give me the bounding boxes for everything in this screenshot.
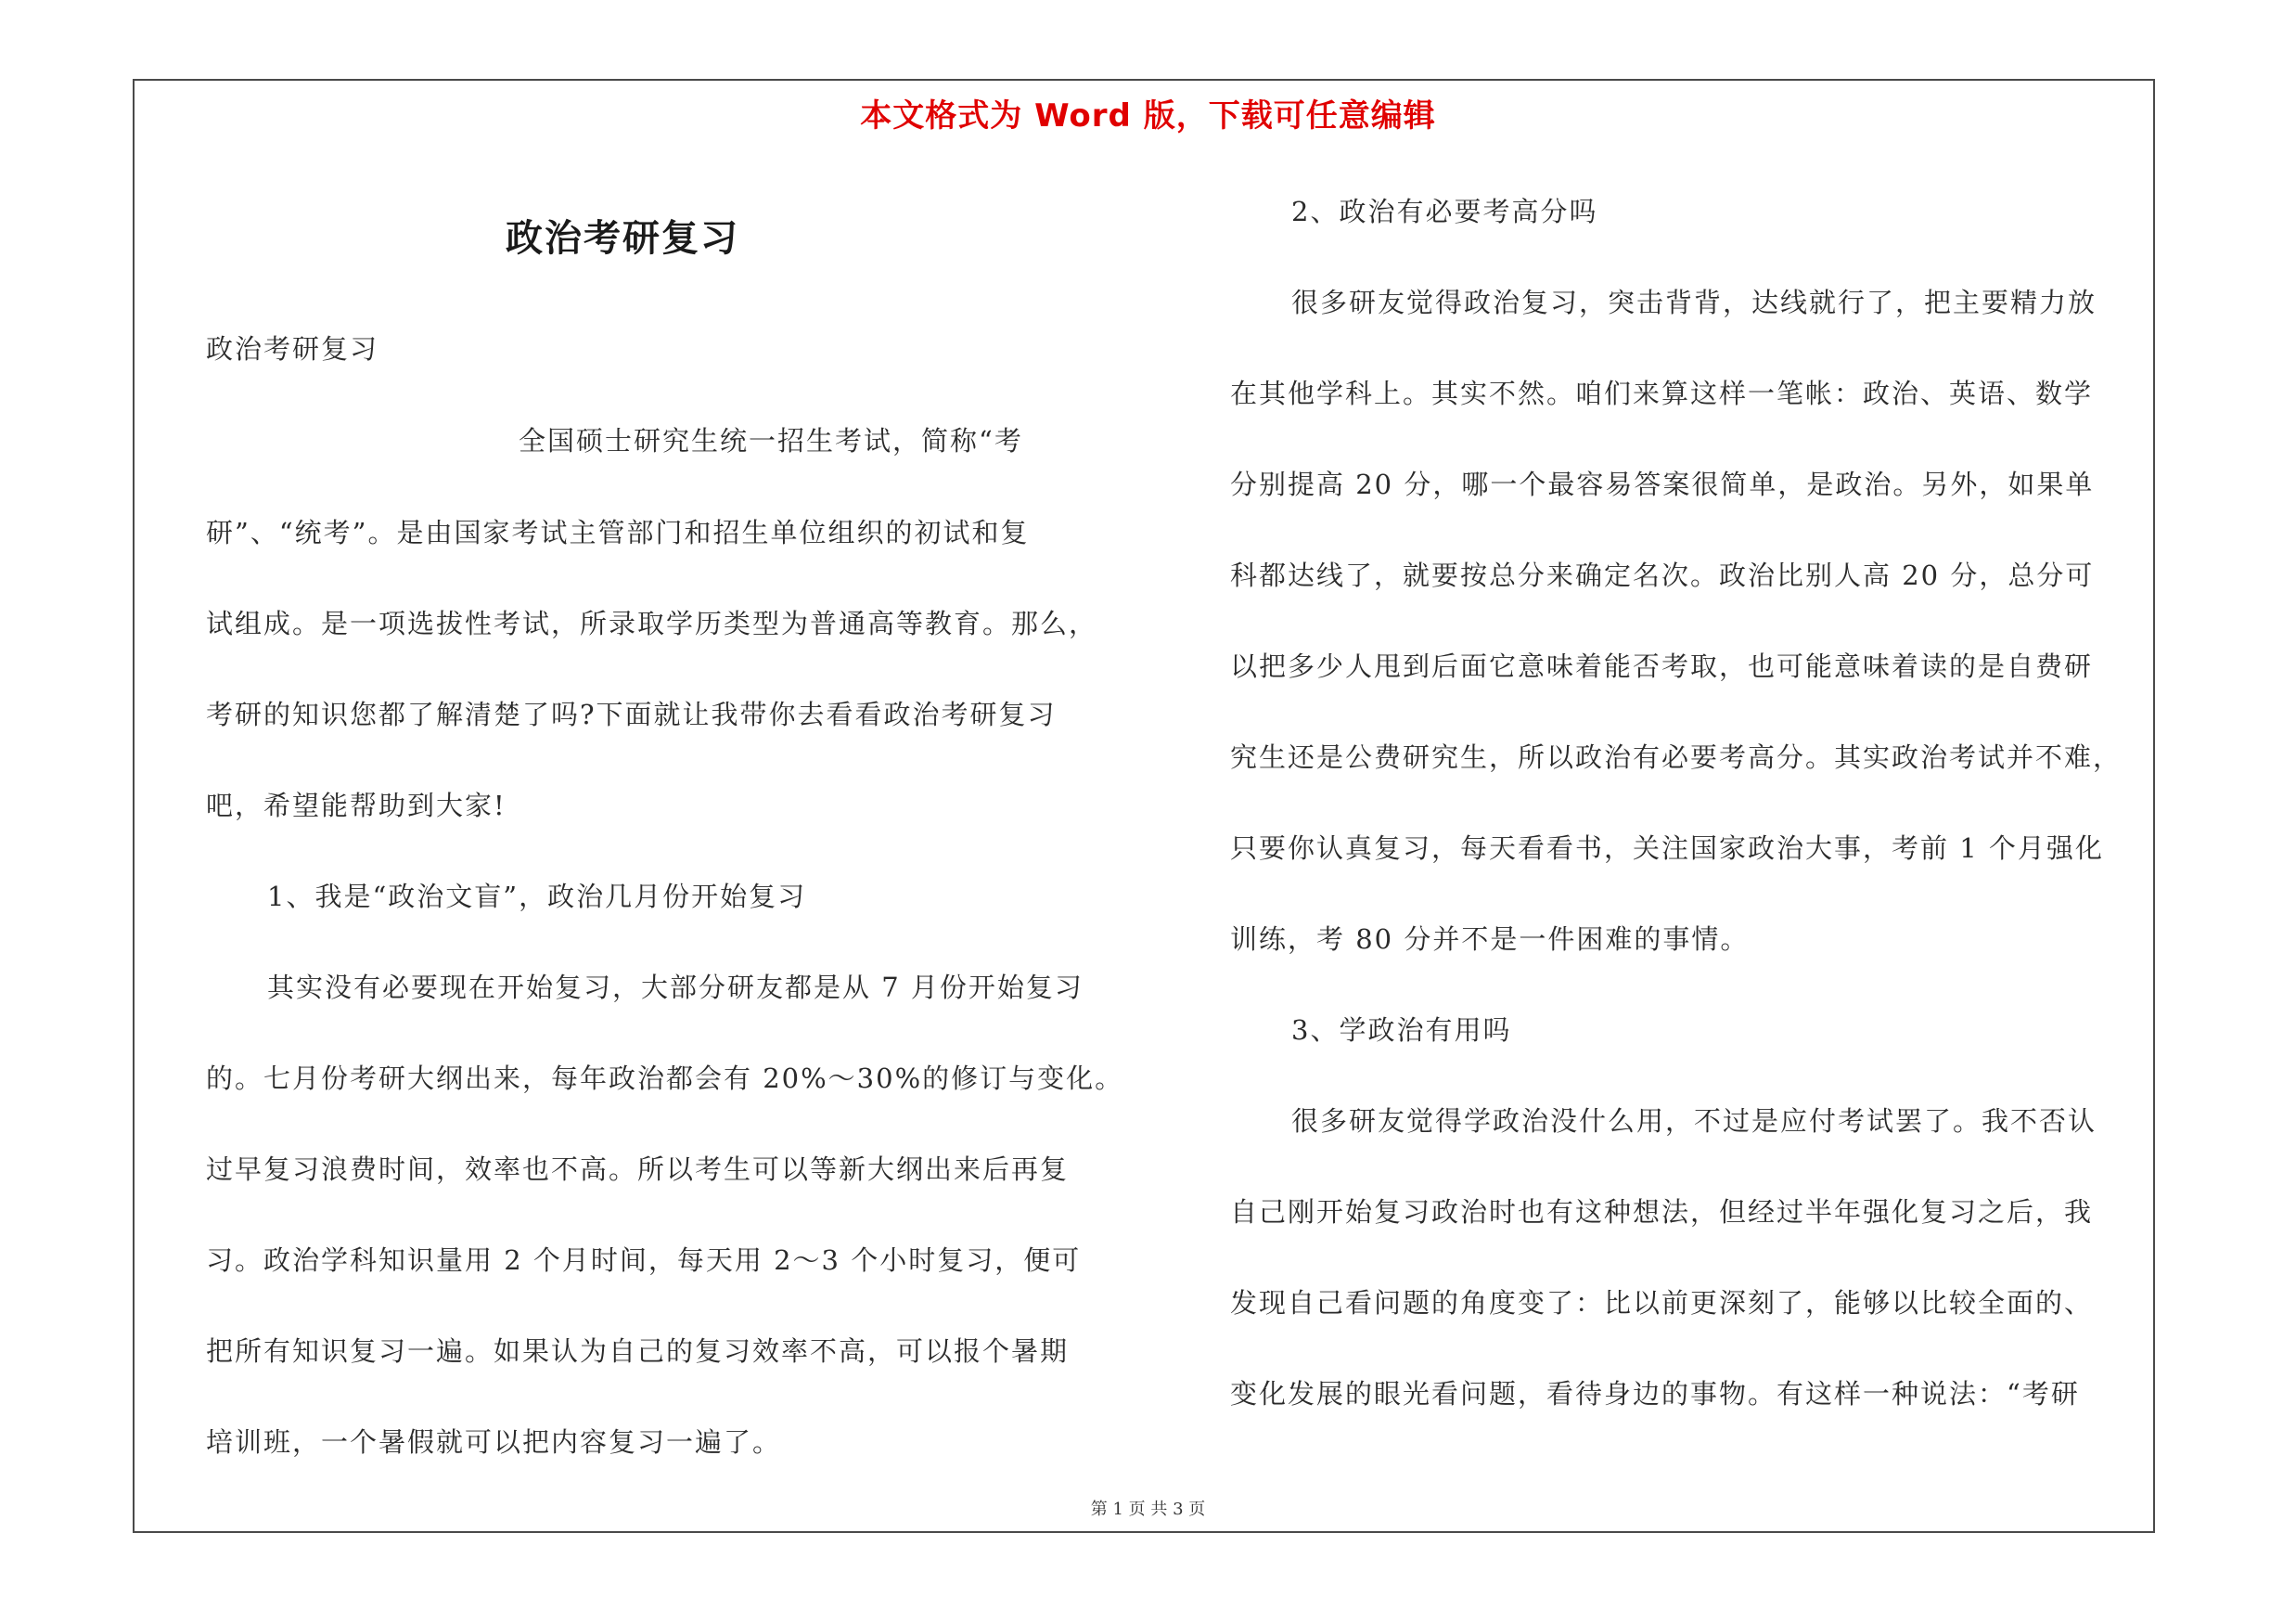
paragraph-line: 发现自己看问题的角度变了：比以前更深刻了，能够以比较全面的、 <box>1230 1287 2094 1319</box>
paragraph-line: 全国硕士研究生统一招生考试，简称“考 <box>519 425 1023 457</box>
paragraph-line: 考研的知识您都了解清楚了吗?下面就让我带你去看看政治考研复习 <box>206 699 1057 730</box>
paragraph-line: 研”、“统考”。是由国家考试主管部门和招生单位组织的初试和复 <box>206 517 1030 548</box>
subtitle-line: 政治考研复习 <box>206 333 379 365</box>
paragraph-line: 究生还是公费研究生，所以政治有必要考高分。其实政治考试并不难， <box>1230 741 2123 773</box>
page-number-footer: 第 1 页 共 3 页 <box>1090 1500 1206 1519</box>
paragraph-line: 试组成。是一项选拔性考试，所录取学历类型为普通高等教育。那么， <box>206 608 1098 639</box>
section-heading-2: 2、政治有必要考高分吗 <box>1291 196 1598 227</box>
paragraph-line: 其实没有必要现在开始复习，大部分研友都是从 7 月份开始复习 <box>267 972 1084 1003</box>
paragraph-line: 很多研友觉得学政治没什么用，不过是应付考试罢了。我不否认 <box>1291 1105 2097 1137</box>
paragraph-line: 训练，考 80 分并不是一件困难的事情。 <box>1230 923 1750 955</box>
paragraph-line: 自己刚开始复习政治时也有这种想法，但经过半年强化复习之后，我 <box>1230 1196 2094 1228</box>
section-heading-3: 3、学政治有用吗 <box>1291 1014 1512 1046</box>
paragraph-line: 分别提高 20 分，哪一个最容易答案很简单，是政治。另外，如果单 <box>1230 469 2095 500</box>
paragraph-line: 过早复习浪费时间，效率也不高。所以考生可以等新大纲出来后再复 <box>206 1153 1070 1185</box>
paragraph-line: 的。七月份考研大纲出来，每年政治都会有 20%～30%的修订与变化。 <box>206 1063 1124 1094</box>
document-title: 政治考研复习 <box>506 217 739 260</box>
paragraph-line: 很多研友觉得政治复习，突击背背，达线就行了，把主要精力放 <box>1291 287 2097 318</box>
paragraph-line: 以把多少人甩到后面它意味着能否考取，也可能意味着读的是自费研 <box>1230 650 2094 682</box>
section-heading-1: 1、我是“政治文盲”，政治几月份开始复习 <box>267 881 807 912</box>
paragraph-line: 吧，希望能帮助到大家! <box>206 790 507 821</box>
paragraph-line: 变化发展的眼光看问题，看待身边的事物。有这样一种说法：“考研 <box>1230 1378 2080 1410</box>
paragraph-line: 培训班，一个暑假就可以把内容复习一遍了。 <box>206 1426 782 1458</box>
paragraph-line: 把所有知识复习一遍。如果认为自己的复习效率不高，可以报个暑期 <box>206 1335 1070 1367</box>
paragraph-line: 科都达线了，就要按总分来确定名次。政治比别人高 20 分，总分可 <box>1230 560 2095 591</box>
paragraph-line: 只要你认真复习，每天看看书，关注国家政治大事，考前 1 个月强化 <box>1230 832 2104 864</box>
paragraph-line: 在其他学科上。其实不然。咱们来算这样一笔帐：政治、英语、数学 <box>1230 378 2094 409</box>
paragraph-line: 习。政治学科知识量用 2 个月时间，每天用 2～3 个小时复习，便可 <box>206 1244 1082 1276</box>
editable-notice-banner: 本文格式为 Word 版，下载可任意编辑 <box>860 97 1436 135</box>
